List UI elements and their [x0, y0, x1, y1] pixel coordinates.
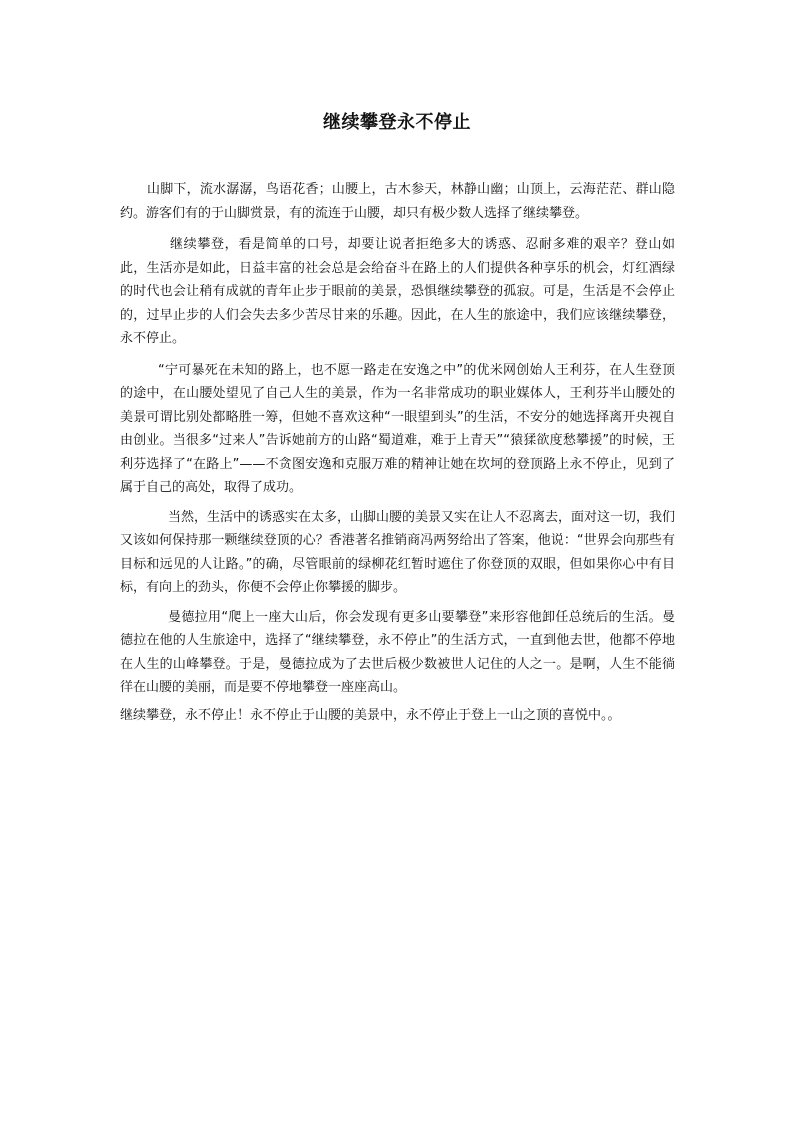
- paragraph-5: 曼德拉用“爬上一座大山后，你会发现有更多山要攀登”来形容他卸任总统后的生活。曼德拉在他的人生旅途中，选择了“继续攀登，永不停止”的生活方式，一直到他去世，他都不停地在人生的山峰攀登。于是，曼德拉成为了去世后极少数被世人记住的人之一。是啊，人生不能徜徉在山腰的美丽，而是要不停地攀登一座座高山。: [120, 609, 675, 695]
- paragraph-6: 继续攀登，永不停止！永不停止于山腰的美景中，永不停止于登上一山之顶的喜悦中。。: [120, 707, 621, 723]
- paragraph-2: 继续攀登，看是简单的口号，却要让说者拒绝多大的诱惑、忍耐多难的艰辛？登山如此，生活亦是如此，日益丰富的社会总是会给奋斗在路上的人们提供各种享乐的机会，灯红酒绿的时代也会让稍有成就的青年止步于眼前的美景，恐惧继续攀登的孤寂。可是，生活是不会停止的，过早止步的人们会失去多少苦尽甘来的乐趣。因此，在人生的旅途中，我们应该继续攀登，永不停止。: [120, 237, 675, 346]
- paragraph-4: 当然，生活中的诱惑实在太多，山脚山腰的美景又实在让人不忍离去，面对这一切，我们又该如何保持那一颗继续登顶的心？香港著名推销商冯两努给出了答案，他说：“世界会向那些有目标和远见的人让路。”的确，尽管眼前的绿柳花红暂时遮住了你登顶的双眼，但如果你心中有目标，有向上的劲头，你便不会停止你攀援的脚步。: [120, 509, 676, 595]
- document-body: [120, 178, 675, 731]
- document-title: 继续攀登永不停止: [323, 112, 471, 133]
- paragraph-3: “宁可暴死在未知的路上，也不愿一路走在安逸之中”的优米网创始人王利芬，在人生登顶的途中，在山腰处望见了自己人生的美景，作为一名非常成功的职业媒体人，王利芬半山腰处的美景可谓比别处都略胜一筹，但她不喜欢这种“一眼望到头”的生活，不安分的她选择离开央视自由创业。当很多“过来人”告诉她前方的山路“蜀道难，难于上青天”“猿猱欲度愁攀援”的时候，王利芬选择了“在路上”——不贪图安逸和克服万难的精神让她在坎坷的登顶路上永不停止，见到了属于自己的高处，取得了成功。: [120, 362, 675, 495]
- paragraph-1: 山脚下，流水潺潺，鸟语花香；山腰上，古木参天，林静山幽；山顶上，云海茫茫、群山隐约。游客们有的于山脚赏景，有的流连于山腰，却只有极少数人选择了继续攀登。: [120, 182, 675, 221]
